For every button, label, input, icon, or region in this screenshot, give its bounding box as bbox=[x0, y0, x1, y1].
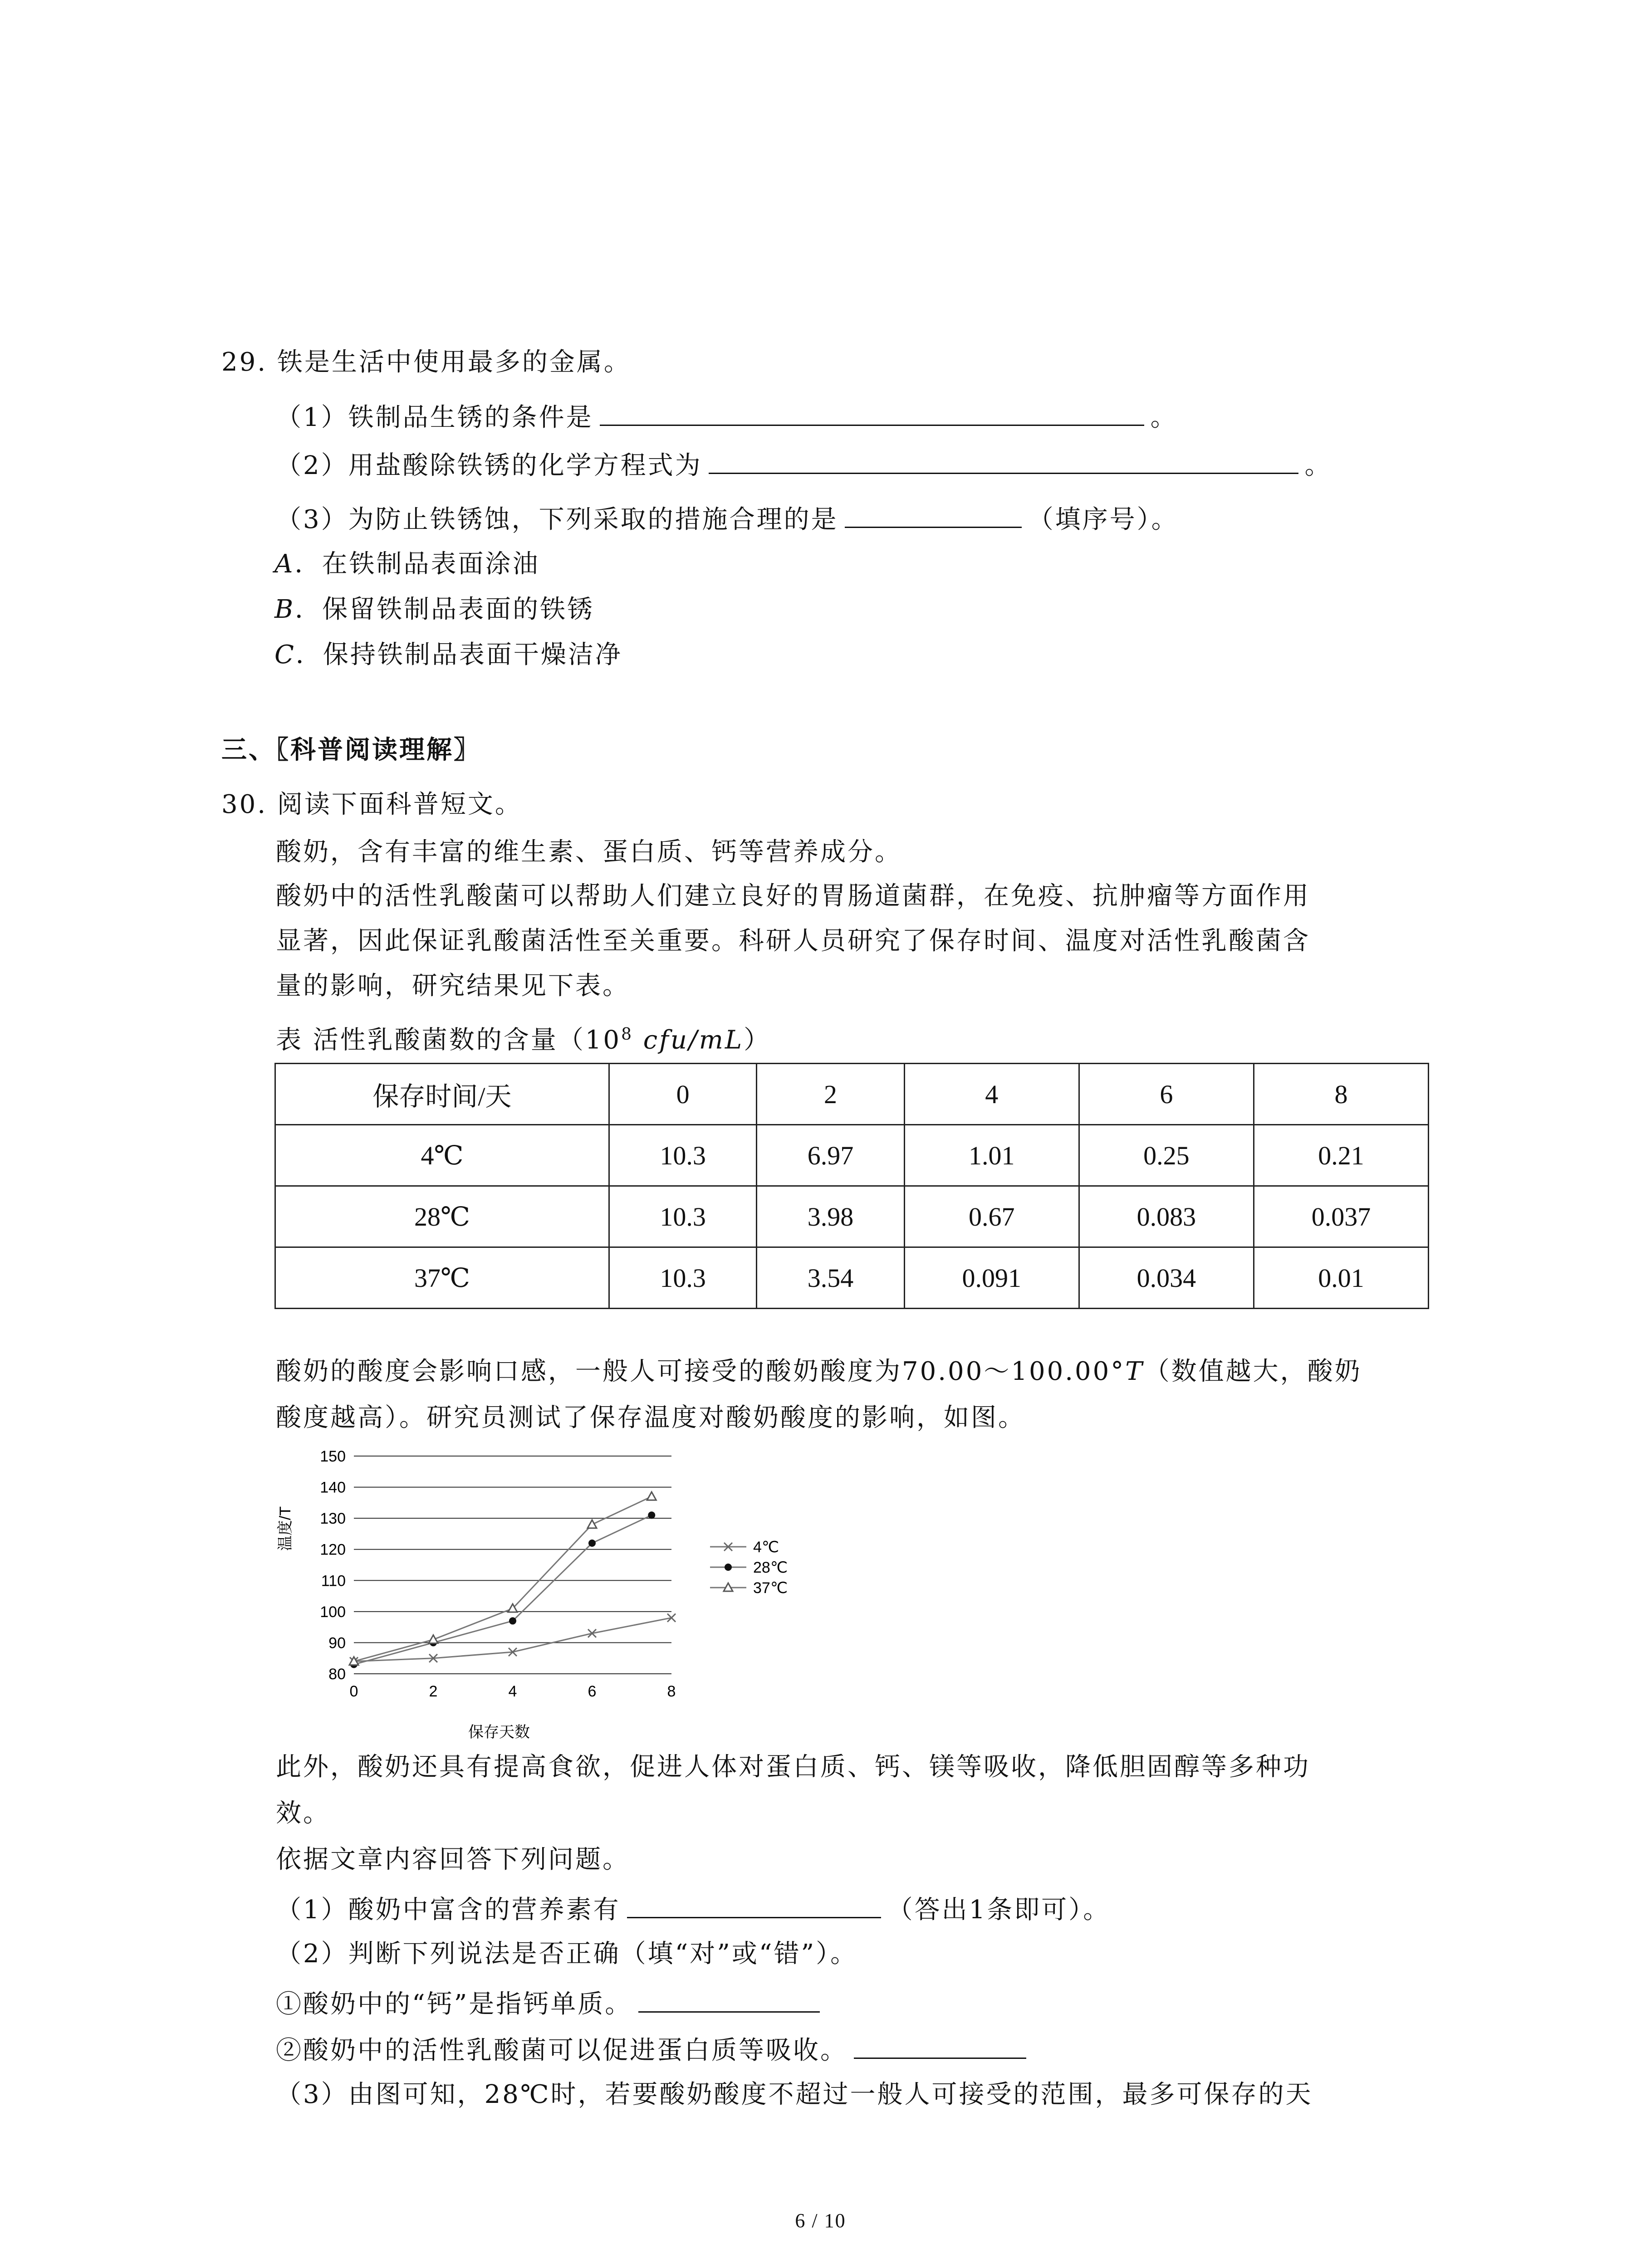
option-text: ．在铁制品表面涂油 bbox=[294, 549, 540, 579]
legend-label: 4℃ bbox=[753, 1539, 779, 1556]
table-header-cell: 2 bbox=[757, 1064, 904, 1125]
q29-part1-text: （1）铁制品生锈的条件是 bbox=[276, 403, 593, 432]
y-tick-label: 80 bbox=[328, 1666, 346, 1683]
legend-marker bbox=[725, 1564, 732, 1571]
y-axis-label: 温度/T bbox=[277, 1506, 294, 1551]
table-cell: 0.25 bbox=[1079, 1125, 1254, 1186]
q29-part1-answer-blank[interactable] bbox=[600, 399, 1144, 426]
subq1-end: （答出1条即可）。 bbox=[887, 1895, 1111, 1925]
table-header-cell: 0 bbox=[609, 1064, 756, 1125]
q29-option-a bbox=[274, 548, 539, 581]
table-header-cell: 6 bbox=[1079, 1064, 1254, 1125]
q30-subq2b bbox=[276, 2032, 1033, 2067]
table-cell: 10.3 bbox=[609, 1186, 756, 1247]
series-line bbox=[354, 1496, 652, 1661]
q29-part2 bbox=[276, 447, 1332, 482]
option-text: ．保留铁制品表面的铁锈 bbox=[295, 595, 595, 624]
para3-unit: T bbox=[1125, 1357, 1144, 1386]
subq2a-text: ①酸奶中的“钙”是指钙单质。 bbox=[276, 1989, 632, 2019]
q30-para2-line1: 酸奶中的活性乳酸菌可以帮助人们建立良好的胃肠道菌群，在免疫、抗肿瘤等方面作用 bbox=[276, 881, 1310, 911]
subq1-text: （1）酸奶中富含的营养素有 bbox=[276, 1895, 621, 1925]
q30-subq2: （2）判断下列说法是否正确（填“对”或“错”）。 bbox=[276, 1939, 858, 1969]
table-cell: 4℃ bbox=[275, 1125, 609, 1186]
x-tick-label: 6 bbox=[588, 1683, 597, 1700]
para3-text: 酸奶的酸度会影响口感，一般人可接受的酸奶酸度为70.00～100.00° bbox=[276, 1357, 1126, 1386]
y-tick-label: 100 bbox=[320, 1603, 346, 1621]
table-cell: 0.034 bbox=[1079, 1247, 1254, 1309]
subq2b-text: ②酸奶中的活性乳酸菌可以促进蛋白质等吸收。 bbox=[276, 2036, 847, 2065]
q29-part2-answer-blank[interactable] bbox=[709, 447, 1298, 474]
table-caption-exponent: 8 bbox=[621, 1025, 633, 1044]
table-cell: 1.01 bbox=[904, 1125, 1079, 1186]
q30-subq1 bbox=[276, 1892, 1110, 1926]
q30-para2-line3: 量的影响，研究结果见下表。 bbox=[276, 971, 630, 1001]
subq1-answer-blank[interactable] bbox=[627, 1892, 881, 1918]
table-header-cell: 8 bbox=[1254, 1064, 1428, 1125]
x-tick-label: 0 bbox=[349, 1683, 358, 1700]
q29-part1-end: 。 bbox=[1150, 403, 1178, 432]
table-header-row bbox=[275, 1064, 1429, 1125]
q29-part1 bbox=[276, 399, 1178, 434]
table-cell: 10.3 bbox=[609, 1125, 756, 1186]
data-point bbox=[588, 1520, 597, 1528]
legend-label: 28℃ bbox=[753, 1559, 788, 1576]
y-tick-label: 150 bbox=[320, 1448, 346, 1465]
q30-para3-line2: 酸度越高）。研究员测试了保存温度对酸奶酸度的影响，如图。 bbox=[276, 1403, 1025, 1432]
table-cell: 37℃ bbox=[275, 1247, 609, 1309]
q30-para3-line1 bbox=[276, 1355, 1362, 1388]
data-point bbox=[647, 1492, 656, 1500]
series-line bbox=[354, 1515, 652, 1664]
y-tick-label: 140 bbox=[320, 1479, 346, 1496]
table-caption-unit: cfu/mL bbox=[633, 1025, 744, 1055]
q30-subq3: （3）由图可知，28℃时，若要酸奶酸度不超过一般人可接受的范围，最多可保存的天 bbox=[276, 2080, 1313, 2109]
q30-para1: 酸奶，含有丰富的维生素、蛋白质、钙等营养成分。 bbox=[276, 837, 902, 867]
table-cell: 0.21 bbox=[1254, 1125, 1428, 1186]
table-cell: 0.091 bbox=[904, 1247, 1079, 1309]
y-tick-label: 120 bbox=[320, 1541, 346, 1559]
q30-para4-line1: 此外，酸奶还具有提高食欲，促进人体对蛋白质、钙、镁等吸收，降低胆固醇等多种功 bbox=[276, 1752, 1310, 1782]
option-letter: C bbox=[274, 640, 296, 670]
acidity-line-chart bbox=[272, 1447, 862, 1746]
q29-stem: 29. 铁是生活中使用最多的金属。 bbox=[221, 347, 631, 377]
table-cell: 3.54 bbox=[757, 1247, 904, 1309]
data-point bbox=[648, 1511, 655, 1519]
table-cell: 0.01 bbox=[1254, 1247, 1428, 1309]
table-cell: 28℃ bbox=[275, 1186, 609, 1247]
q29-part2-text: （2）用盐酸除铁锈的化学方程式为 bbox=[276, 451, 702, 480]
table-header-cell: 4 bbox=[904, 1064, 1079, 1125]
page-number: 6 / 10 bbox=[795, 2209, 846, 2232]
table-row bbox=[275, 1186, 1429, 1247]
table-cell: 0.037 bbox=[1254, 1186, 1428, 1247]
q30-para4-line2: 效。 bbox=[276, 1799, 330, 1828]
y-tick-label: 130 bbox=[320, 1510, 346, 1528]
q30-prompt: 依据文章内容回答下列问题。 bbox=[276, 1845, 630, 1874]
q29-part3-text: （3）为防止铁锈蚀，下列采取的措施合理的是 bbox=[276, 505, 838, 534]
bacteria-table bbox=[274, 1063, 1429, 1309]
table-cell: 0.083 bbox=[1079, 1186, 1254, 1247]
table-caption-text: 表 活性乳酸菌数的含量（10 bbox=[276, 1025, 622, 1055]
table-caption-close: ） bbox=[744, 1025, 771, 1055]
section-3-title: 三、〖科普阅读理解〗 bbox=[221, 735, 481, 765]
option-letter: A bbox=[274, 549, 295, 579]
option-text: ．保持铁制品表面干燥洁净 bbox=[295, 640, 622, 670]
x-axis-label: 保存天数 bbox=[468, 1724, 530, 1741]
option-letter: B bbox=[274, 595, 295, 624]
x-tick-label: 4 bbox=[508, 1683, 517, 1700]
table-row bbox=[275, 1247, 1429, 1309]
table-cell: 10.3 bbox=[609, 1247, 756, 1309]
y-tick-label: 110 bbox=[321, 1572, 346, 1590]
q29-option-b bbox=[274, 593, 594, 626]
table-cell: 6.97 bbox=[757, 1125, 904, 1186]
q30-subq2a bbox=[276, 1986, 826, 2021]
data-point bbox=[588, 1540, 596, 1547]
table-header-cell: 保存时间/天 bbox=[275, 1064, 609, 1125]
y-tick-label: 90 bbox=[328, 1634, 346, 1652]
subq2a-answer-blank[interactable] bbox=[638, 1986, 820, 2013]
q29-part3-answer-blank[interactable] bbox=[845, 501, 1022, 528]
data-point bbox=[509, 1617, 516, 1624]
q29-part2-end: 。 bbox=[1304, 451, 1332, 480]
q30-para2-line2: 显著，因此保证乳酸菌活性至关重要。科研人员研究了保存时间、温度对活性乳酸菌含 bbox=[276, 926, 1310, 956]
q29-option-c bbox=[274, 639, 622, 671]
q30-stem: 30. 阅读下面科普短文。 bbox=[221, 790, 522, 819]
table-cell: 0.67 bbox=[904, 1186, 1079, 1247]
x-tick-label: 8 bbox=[667, 1683, 676, 1700]
table-cell: 3.98 bbox=[757, 1186, 904, 1247]
legend-label: 37℃ bbox=[753, 1579, 788, 1597]
data-point bbox=[429, 1635, 438, 1643]
q29-part3 bbox=[276, 501, 1179, 536]
q29-part3-end: （填序号）。 bbox=[1028, 505, 1179, 534]
x-tick-label: 2 bbox=[429, 1683, 438, 1700]
subq2b-answer-blank[interactable] bbox=[854, 2032, 1026, 2059]
table-row bbox=[275, 1125, 1429, 1186]
table-caption bbox=[276, 1018, 771, 1057]
para3-text-end: （数值越大，酸奶 bbox=[1144, 1357, 1362, 1386]
